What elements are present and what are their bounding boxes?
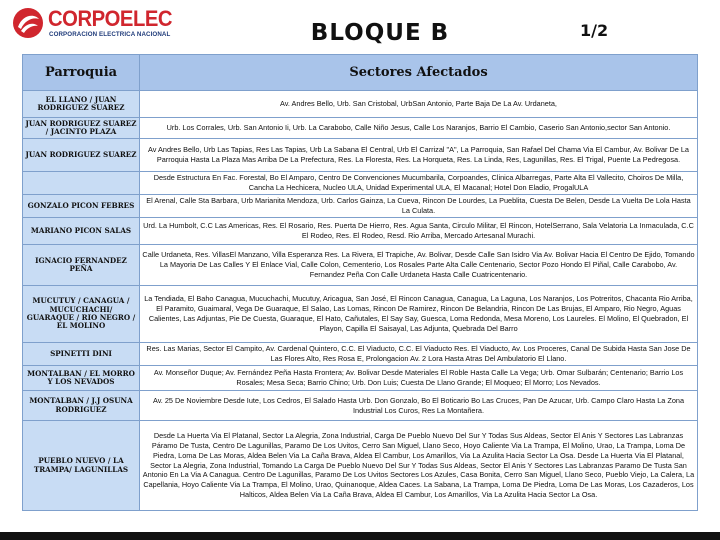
table-row xyxy=(23,195,698,218)
table-header-row xyxy=(23,55,698,91)
page-number: 1/2 xyxy=(580,21,609,40)
page-title: BLOQUE B xyxy=(310,20,450,46)
parroquia-cell: MONTALBAN / J.J OSUNA RODRIGUEZ xyxy=(23,391,140,421)
sectores-cell: Av. Andres Bello, Urb. San Cristobal, UrbSan Antonio, Parte Baja De La Av. Urdaneta, xyxy=(140,91,698,118)
table-row xyxy=(23,118,698,139)
column-header-sectores: Sectores Afectados xyxy=(140,55,698,91)
parroquia-cell: PUEBLO NUEVO / LA TRAMPA/ LAGUNILLAS xyxy=(23,421,140,511)
sectores-cell: Desde Estructura En Fac. Forestal, Bo El Amparo, Centro De Convenciones Mucumbarila, Corpoandes, Clinica Albarregas, Parte Alta El Vallecito, Choiros De Milla, Cancha La Hechicera, Nucleo ULA, Unidad Experimental ULA, El Macanal; Hotel Don Eladio, ProgalULA xyxy=(140,172,698,195)
table-row xyxy=(23,245,698,286)
parroquia-cell: MUCUTUY / CANAGUA / MUCUCHACHI/ GUARAQUE / RIO NEGRO / EL MOLINO xyxy=(23,286,140,343)
parroquia-cell: JUAN RODRIGUEZ SUAREZ xyxy=(23,139,140,172)
sectores-cell: Av. 25 De Noviembre Desde Iute, Los Cedros, El Salado Hasta Urb. Don Gonzalo, Bo El Boticario Bo Las Cruces, Pan De Azucar, Urb. Campo Claro Hasta La Zona Industrial Los Curos, Res La Montañera. xyxy=(140,391,698,421)
outage-table xyxy=(22,54,698,511)
table-row xyxy=(23,391,698,421)
table-row xyxy=(23,286,698,343)
sectores-cell: Res. Las Marias, Sector El Campito, Av. Cardenal Quintero, C.C. El Viaducto, C.C. El Viaducto Res. El Viaducto, Av. Los Proceres, Canal De Subida Hasta San Jose De Las Flores Alto, Res Rosa E, Prolongacion Av. 2 Lora Hasta Atras Del Ambulatorio El Llano. xyxy=(140,343,698,366)
table-row xyxy=(23,366,698,391)
parroquia-cell xyxy=(23,172,140,195)
table-row xyxy=(23,421,698,511)
sectores-cell: La Tendiada, El Baho Canagua, Mucuchachi, Mucutuy, Aricagua, San José, El Rincon Canagua, Canagua, La Laguna, Los Naranjos, Los Potreritos, Chacanta Rio Arriba, El Paramito, Guaimaral, Vega De Guaraque, El Salao, Las Lomas, Rincon De Ramirez, Rincon De Belandria, Rincon De Las Brujas, El Amparo, Rio Negro, Aguas Calientes, Las Adjuntas, Pie De Cuesta, Guaraque, El Hato, Cañutales, El Say Say, Guesca, Loma Redonda, Mesa Moreno, Los Laureles. El Molino, El Quebradon, El Playon, Capilla El Saisayal, Las Adjunta, Quebrada Del Barro xyxy=(140,286,698,343)
sectores-cell: Urb. Los Corrales, Urb. San Antonio Ii, Urb. La Carabobo, Calle Niño Jesus, Calle Los Naranjos, Barrio El Cambio, Caserio San Antonio,sector San Antonio. xyxy=(140,118,698,139)
brand-subtitle: CORPORACION ELECTRICA NACIONAL xyxy=(49,31,171,38)
parroquia-cell: EL LLANO / JUAN RODRIGUEZ SUAREZ xyxy=(23,91,140,118)
sectores-cell: Av. Monseñor Duque; Av. Fernández Peña Hasta Frontera; Av. Bolivar Desde Materiales El Roble Hasta Calle La Vega; Urb. Omar Sulbarán; Centenario; Barrio Los Rosales; Mesa Seca; Barrio Chino; Urb. Don Luis; Cuesta De Llano Grande; El Moqueo; El Morro; Los Nevados. xyxy=(140,366,698,391)
parroquia-cell: JUAN RODRIGUEZ SUAREZ / JACINTO PLAZA xyxy=(23,118,140,139)
bottom-bar xyxy=(0,532,720,540)
sectores-cell: Av Andres Bello, Urb Las Tapias, Res Las Tapias, Urb La Sabana El Central, Urb El Carrizal "A", La Parroquia, San Rafael Del Chama Via El Cambur, Av. Bolivar De La Parroquia Hasta La Plaza Mas Arriba De La Prefectura, Res. La Floresta, Res. La Horqueta, Res. La Linda, Res, Lagunillas, Res. El Trigal, Puente La Pedregosa. xyxy=(140,139,698,172)
parroquia-cell: GONZALO PICON FEBRES xyxy=(23,195,140,218)
parroquia-cell: IGNACIO FERNANDEZ PEÑA xyxy=(23,245,140,286)
table-row xyxy=(23,139,698,172)
table-row xyxy=(23,218,698,245)
corpoelec-emblem-icon xyxy=(12,7,44,39)
table-body xyxy=(23,91,698,511)
brand-name: CORPOELEC xyxy=(48,6,173,31)
column-header-parroquia: Parroquia xyxy=(23,55,140,91)
table-row xyxy=(23,172,698,195)
parroquia-cell: SPINETTI DINI xyxy=(23,343,140,366)
sectores-cell: Calle Urdaneta, Res. VillasEl Manzano, Villa Esperanza Res. La Rivera, El Trapiche, Av. Bolivar, Desde Calle San Isidro Via Av. Bolivar Hacia El Centro De Ejido, Tomando La Mayoria De Las Calles Y El Enlace Vial, Calle Colon, Cementerio, Los Rosales Parte Alta Calle Centenario, Sector Pozo Hondo El Piñal, Calle Carabobo, Av. Fernandez Peña Con Calle Urdaneta Hasta Calle Cuatricentenario. xyxy=(140,245,698,286)
parroquia-cell: MONTALBAN / EL MORRO Y LOS NEVADOS xyxy=(23,366,140,391)
table-row xyxy=(23,343,698,366)
sectores-cell: El Arenal, Calle Sta Barbara, Urb Marianita Mendoza, Urb. Carlos Gainza, La Cueva, Rincon De Lourdes, La Pueblita, Cuesta De Belen, Desde La Vuelta De Lola Hasta La Culata. xyxy=(140,195,698,218)
sectores-cell: Urd. La Humbolt, C.C Las Americas, Res. El Rosario, Res. Puerta De Hierro, Res. Agua Santa, Circulo Militar, El Rincon, HotelSerrano, Sala Velatoria La Inmaculada, C.C El Rodeo, Res. El Rodeo, Resd. Rio Arriba, Mercado Artesanal Murachi. xyxy=(140,218,698,245)
parroquia-cell: MARIANO PICON SALAS xyxy=(23,218,140,245)
sectores-cell: Desde La Huerta Via El Platanal, Sector La Alegria, Zona Industrial, Carga De Pueblo Nuevo Del Sur Y Todas Sus Aldeas, Sector El Anis Y Sectores Las Labranzas Páramo De Tusta, Centro De Lagunillas, Paramo De Los Uvitos, Cerro San Miguel, Llano Seco, Hoyo Caliente Via La Trampa, El Molino, Urao, La Trampa, Loma De Piedra, Loma De Las Moras, Aldea Belen Via La Caña Brava, Aldea El Cambur, Los Amarillos, Via La Azulita Hacia Sector La Osa. Desde La Huerta Via El Platanal, Sector La Alegria, Zona Industrial, Tomando La Carga De Pueblo Nuevo Del Sur Y Todas Sus Aldeas, Sector El Anis Y Sectores Las Labranzas Paramo De Tusta San Antonio En La Via A Canagua. Centro De Lagunillas, Paramo De Los Uvitos Sectores Los Azules, Casa Bonita, Cerro San Miguel, Llano Seco, Pueblo Viejo, La Calera, La Capellania, Hoyo Caliente Via La Trampa, El Molino, Urao, Quinanoque, Aldea Caces. La Sabana, La Trampa, Loma De Piedra, Loma De Las Moras, Los Cazaderos, Los Halticos, Aldea Belen Via La Caña Brava, Aldea El Cambur, Los Amarillos, Via La Azulita Hacia Sector La Osa. xyxy=(140,421,698,511)
corpoelec-logo xyxy=(12,7,192,41)
table-row xyxy=(23,91,698,118)
